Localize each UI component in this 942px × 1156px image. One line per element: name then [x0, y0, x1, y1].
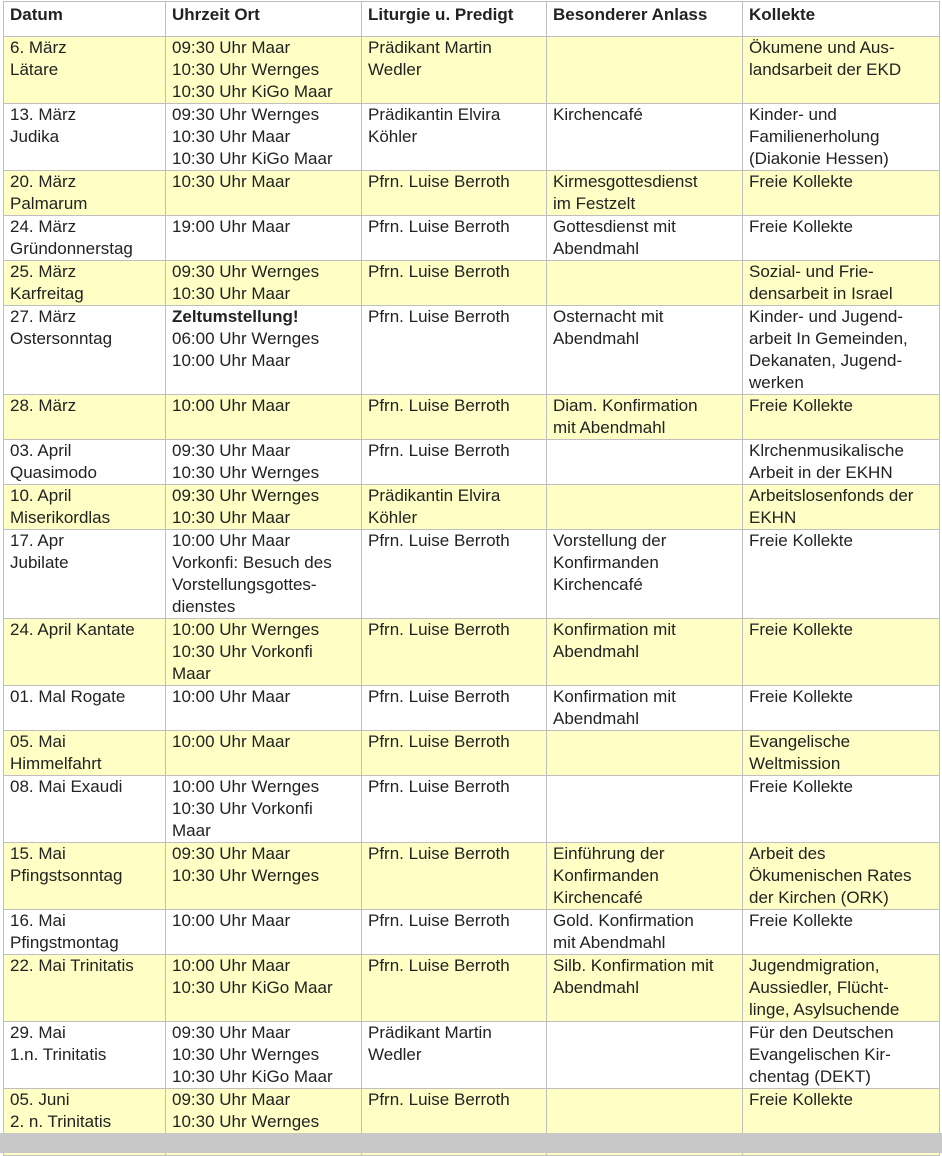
cell-collection: Freie Kollekte	[743, 619, 940, 686]
cell-collection: Freie Kollekte	[743, 216, 940, 261]
cell-liturgy: Pfrn. Luise Berroth	[362, 171, 547, 216]
cell-occasion: Kirmesgottesdienst im Festzelt	[547, 171, 743, 216]
table-row	[4, 955, 940, 1022]
cell-time: 09:30 Uhr Wernges 10:30 Uhr Maar	[166, 485, 362, 530]
cell-liturgy: Prädikantin Elvira Köhler	[362, 104, 547, 171]
cell-liturgy: Prädikant Martin Wedler	[362, 37, 547, 104]
table-row	[4, 306, 940, 395]
cell-time: 10:00 Uhr Maar 10:30 Uhr KiGo Maar	[166, 955, 362, 1022]
cell-occasion: Gold. Konfirmation mit Abendmahl	[547, 910, 743, 955]
cell-occasion	[547, 440, 743, 485]
cell-liturgy: Pfrn. Luise Berroth	[362, 1089, 547, 1156]
cell-liturgy: Pfrn. Luise Berroth	[362, 910, 547, 955]
cell-date: 15. Mai Pfingstsonntag	[4, 843, 166, 910]
cell-date: 17. Apr Jubilate	[4, 530, 166, 619]
cell-date: 05. Mai Himmelfahrt	[4, 731, 166, 776]
table-row	[4, 395, 940, 440]
cell-occasion	[547, 776, 743, 843]
cell-date: 22. Mai Trinitatis	[4, 955, 166, 1022]
table-row	[4, 530, 940, 619]
cell-date: 03. April Quasimodo	[4, 440, 166, 485]
table-header-row	[4, 2, 940, 37]
cell-liturgy: Pfrn. Luise Berroth	[362, 619, 547, 686]
cell-collection: Ökumene und Aus- landsarbeit der EKD	[743, 37, 940, 104]
cell-liturgy: Pfrn. Luise Berroth	[362, 395, 547, 440]
cell-occasion: Einführung der Konfirmanden Kirchencafé	[547, 843, 743, 910]
cell-liturgy: Pfrn. Luise Berroth	[362, 731, 547, 776]
table-row	[4, 440, 940, 485]
cell-collection: Klrchenmusikalische Arbeit in der EKHN	[743, 440, 940, 485]
cell-collection: Freie Kollekte	[743, 910, 940, 955]
table-row	[4, 843, 940, 910]
table-row	[4, 485, 940, 530]
cell-date: 25. März Karfreitag	[4, 261, 166, 306]
table-row	[4, 1022, 940, 1089]
cell-occasion: Konfirmation mit Abendmahl	[547, 686, 743, 731]
cell-time: 10:00 Uhr Maar	[166, 686, 362, 731]
table-row	[4, 104, 940, 171]
cell-date: 27. März Ostersonntag	[4, 306, 166, 395]
cell-liturgy: Pfrn. Luise Berroth	[362, 530, 547, 619]
cell-time: 09:30 Uhr Maar 10:30 Uhr Wernges	[166, 843, 362, 910]
cell-time: 10:00 Uhr Wernges 10:30 Uhr Vorkonfi Maar	[166, 619, 362, 686]
cell-time: 09:30 Uhr Maar 10:30 Uhr Wernges	[166, 440, 362, 485]
cell-liturgy: Prädikantin Elvira Köhler	[362, 485, 547, 530]
cell-collection: Sozial- und Frie- densarbeit in Israel	[743, 261, 940, 306]
cell-collection: Kinder- und Familienerholung (Diakonie Hessen)	[743, 104, 940, 171]
cell-liturgy: Pfrn. Luise Berroth	[362, 843, 547, 910]
cell-date: 13. März Judika	[4, 104, 166, 171]
cell-liturgy: Pfrn. Luise Berroth	[362, 440, 547, 485]
header-datum: Datum	[4, 2, 166, 37]
cell-collection: Freie Kollekte	[743, 686, 940, 731]
cell-time: 09:30 Uhr Wernges 10:30 Uhr Maar	[166, 261, 362, 306]
table-row	[4, 686, 940, 731]
time-notice: Zeltumstellung!	[172, 307, 299, 326]
cell-occasion: Gottesdienst mit Abendmahl	[547, 216, 743, 261]
cell-time	[166, 306, 362, 395]
cell-date: 28. März	[4, 395, 166, 440]
cell-liturgy: Pfrn. Luise Berroth	[362, 261, 547, 306]
cell-occasion: Vorstellung der Konfirmanden Kirchencafé	[547, 530, 743, 619]
cell-collection: Freie Kollekte	[743, 776, 940, 843]
cell-occasion: Diam. Konfirmation mit Abendmahl	[547, 395, 743, 440]
cell-time: 09:30 Uhr Wernges 10:30 Uhr Maar 10:30 Uhr KiGo Maar	[166, 104, 362, 171]
cell-date: 24. April Kantate	[4, 619, 166, 686]
cell-collection: Freie Kollekte	[743, 395, 940, 440]
cell-occasion	[547, 485, 743, 530]
table-row	[4, 619, 940, 686]
table-row	[4, 731, 940, 776]
cell-collection: Evangelische Weltmission	[743, 731, 940, 776]
cell-collection: Kinder- und Jugend- arbeit In Gemeinden, Dekanaten, Jugend- werken	[743, 306, 940, 395]
cell-liturgy: Pfrn. Luise Berroth	[362, 216, 547, 261]
cell-time: 10:00 Uhr Maar Vorkonfi: Besuch des Vorstellungsgottes- dienstes	[166, 530, 362, 619]
cell-occasion: Silb. Konfirmation mit Abendmahl	[547, 955, 743, 1022]
cell-occasion	[547, 1022, 743, 1089]
cell-collection: Arbeitslosenfonds der EKHN	[743, 485, 940, 530]
cell-date: 08. Mai Exaudi	[4, 776, 166, 843]
cell-date: 24. März Gründonnerstag	[4, 216, 166, 261]
cell-liturgy: Pfrn. Luise Berroth	[362, 955, 547, 1022]
table-row	[4, 910, 940, 955]
cell-liturgy: Prädikant Martin Wedler	[362, 1022, 547, 1089]
cell-occasion	[547, 37, 743, 104]
cell-date: 05. Juni 2. n. Trinitatis	[4, 1089, 166, 1156]
table-row	[4, 171, 940, 216]
cell-time: 09:30 Uhr Maar 10:30 Uhr Wernges 10:30 Uhr KiGo Maar	[166, 1022, 362, 1089]
cell-time: 09:30 Uhr Maar 10:30 Uhr Wernges	[166, 1089, 362, 1156]
cell-time: 10:00 Uhr Maar	[166, 910, 362, 955]
cell-liturgy: Pfrn. Luise Berroth	[362, 776, 547, 843]
cell-time: 09:30 Uhr Maar 10:30 Uhr Wernges 10:30 Uhr KiGo Maar	[166, 37, 362, 104]
cell-date: 6. März Lätare	[4, 37, 166, 104]
cell-collection: Freie Kollekte	[743, 530, 940, 619]
cell-occasion: Osternacht mit Abendmahl	[547, 306, 743, 395]
table-row	[4, 37, 940, 104]
cell-time: 10:30 Uhr Maar	[166, 171, 362, 216]
cell-time: 10:00 Uhr Maar	[166, 395, 362, 440]
bottom-scroll-bar	[0, 1133, 942, 1153]
service-schedule-table	[3, 1, 940, 1156]
header-uhrzeit-ort: Uhrzeit Ort	[166, 2, 362, 37]
cell-collection: Arbeit des Ökumenischen Rates der Kirchen (ORK)	[743, 843, 940, 910]
cell-occasion	[547, 731, 743, 776]
time-list: 06:00 Uhr Wernges 10:00 Uhr Maar	[172, 329, 320, 370]
header-kollekte: Kollekte	[743, 2, 940, 37]
cell-collection: Freie Kollekte	[743, 1089, 940, 1156]
cell-collection: Für den Deutschen Evangelischen Kir- chentag (DEKT)	[743, 1022, 940, 1089]
cell-date: 29. Mai 1.n. Trinitatis	[4, 1022, 166, 1089]
table-row	[4, 216, 940, 261]
cell-liturgy: Pfrn. Luise Berroth	[362, 306, 547, 395]
header-anlass: Besonderer Anlass	[547, 2, 743, 37]
cell-occasion	[547, 261, 743, 306]
cell-occasion: Konfirmation mit Abendmahl	[547, 619, 743, 686]
cell-time: 10:00 Uhr Wernges 10:30 Uhr Vorkonfi Maar	[166, 776, 362, 843]
cell-date: 20. März Palmarum	[4, 171, 166, 216]
table-row	[4, 261, 940, 306]
table-row	[4, 776, 940, 843]
cell-date: 16. Mai Pfingstmontag	[4, 910, 166, 955]
cell-occasion: Kirchencafé	[547, 104, 743, 171]
header-liturgie: Liturgie u. Predigt	[362, 2, 547, 37]
cell-collection: Jugendmigration, Aussiedler, Flücht- linge, Asylsuchende	[743, 955, 940, 1022]
cell-time: 10:00 Uhr Maar	[166, 731, 362, 776]
cell-time: 19:00 Uhr Maar	[166, 216, 362, 261]
cell-date: 01. Mal Rogate	[4, 686, 166, 731]
cell-collection: Freie Kollekte	[743, 171, 940, 216]
cell-liturgy: Pfrn. Luise Berroth	[362, 686, 547, 731]
cell-date: 10. April Miserikordlas	[4, 485, 166, 530]
